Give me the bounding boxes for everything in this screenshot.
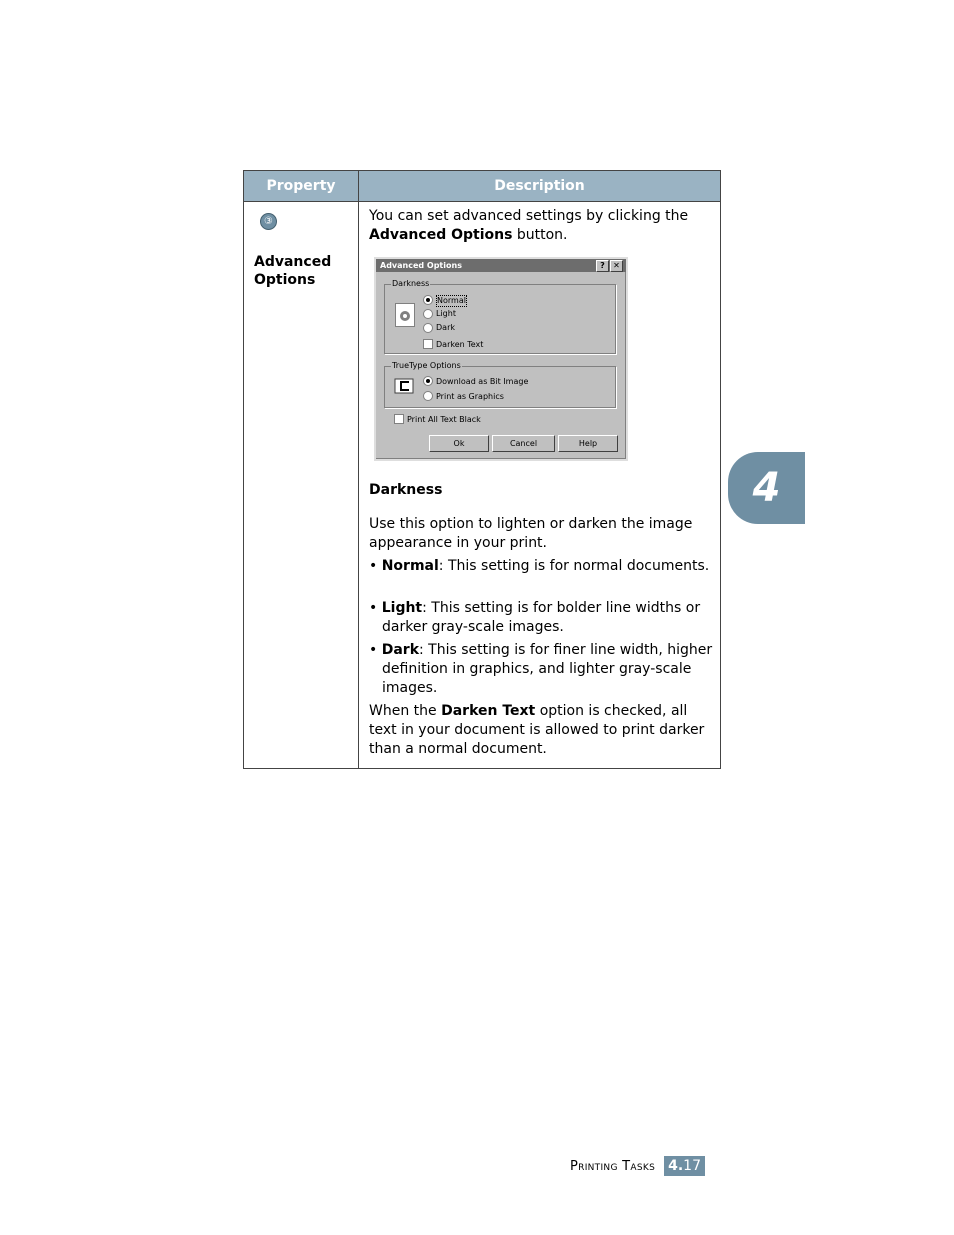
table-header xyxy=(244,171,720,202)
section-heading: Darkness xyxy=(369,482,443,498)
property-table xyxy=(243,170,721,769)
section-text: Use this option to lighten or darken the image appearance in your print. xyxy=(369,516,693,551)
close-title-button[interactable]: ✕ xyxy=(610,260,623,272)
bullet-normal-text: : This setting is for normal documents. xyxy=(438,558,710,574)
intro-paragraph xyxy=(369,207,709,245)
radio-download-bit-image[interactable] xyxy=(423,376,433,386)
closing-post: option is checked, all text in your document is allowed to print darker than a normal document. xyxy=(369,703,705,757)
darkness-group-label: Darkness xyxy=(392,279,430,288)
footer-section: Printing Tasks xyxy=(570,1158,656,1174)
label-print-as-graphics: Print as Graphics xyxy=(436,392,504,401)
table-row xyxy=(244,202,720,768)
label-normal: Normal xyxy=(437,296,466,305)
help-button[interactable]: Help xyxy=(558,435,618,452)
bullet-dark: • Dark: This setting is for finer line width, higher definition in graphics, and lighter gray-scale images. xyxy=(369,642,713,696)
page-number: 17 xyxy=(683,1158,701,1174)
ok-button[interactable]: Ok xyxy=(429,435,489,452)
cancel-button[interactable]: Cancel xyxy=(492,435,555,452)
document-icon xyxy=(395,303,415,327)
dialog-title: Advanced Options xyxy=(380,261,462,270)
checkbox-print-all-black[interactable] xyxy=(394,414,404,424)
closing-pre: When the xyxy=(369,703,437,719)
chapter-tab: 4 xyxy=(728,452,805,524)
label-download-bit-image: Download as Bit Image xyxy=(436,377,529,386)
closing-paragraph xyxy=(369,702,709,759)
callout-marker: ③ xyxy=(260,213,277,230)
page-footer xyxy=(570,1156,705,1176)
label-dark: Dark xyxy=(436,323,455,332)
intro-text: You can set advanced settings by clicking the xyxy=(369,208,689,224)
radio-normal[interactable] xyxy=(423,295,433,305)
bullet-normal: • Normal: This setting is for normal documents. xyxy=(369,558,710,574)
darkness-group xyxy=(384,279,616,354)
intro-end: button. xyxy=(516,227,568,243)
radio-dark[interactable] xyxy=(423,323,433,333)
property-cell xyxy=(244,202,359,768)
bullet-light-term: Light xyxy=(381,600,423,616)
closing-bold: Darken Text xyxy=(441,703,536,719)
label-print-all-black: Print All Text Black xyxy=(407,415,481,424)
checkbox-darken-text[interactable] xyxy=(423,339,433,349)
bullet-dark-text: : This setting is for finer line width, higher definition in graphics, and lighter gray-scale images. xyxy=(382,642,713,696)
help-title-button[interactable]: ? xyxy=(596,260,609,272)
bullet-light: • Light: This setting is for bolder line widths or darker gray-scale images. xyxy=(369,600,701,635)
bullet-dark-term: Dark xyxy=(381,642,420,658)
font-icon xyxy=(393,376,417,396)
label-darken-text: Darken Text xyxy=(436,340,484,349)
page-chapter: 4. xyxy=(668,1158,684,1174)
advanced-options-dialog xyxy=(374,257,628,461)
property-name: Advanced Options xyxy=(254,254,332,288)
radio-light[interactable] xyxy=(423,309,433,319)
label-light: Light xyxy=(436,309,456,318)
bullet-normal-term: Normal xyxy=(381,558,439,574)
header-property: Property xyxy=(244,171,359,201)
header-description: Description xyxy=(494,178,585,194)
dialog-title-bar xyxy=(376,259,626,272)
page-number-box xyxy=(664,1156,705,1176)
intro-bold: Advanced Options xyxy=(369,227,513,243)
description-cell xyxy=(359,202,720,768)
bullet-light-text: : This setting is for bolder line widths or darker gray-scale images. xyxy=(382,600,701,635)
truetype-group-label: TrueType Options xyxy=(392,361,461,370)
radio-print-as-graphics[interactable] xyxy=(423,391,433,401)
